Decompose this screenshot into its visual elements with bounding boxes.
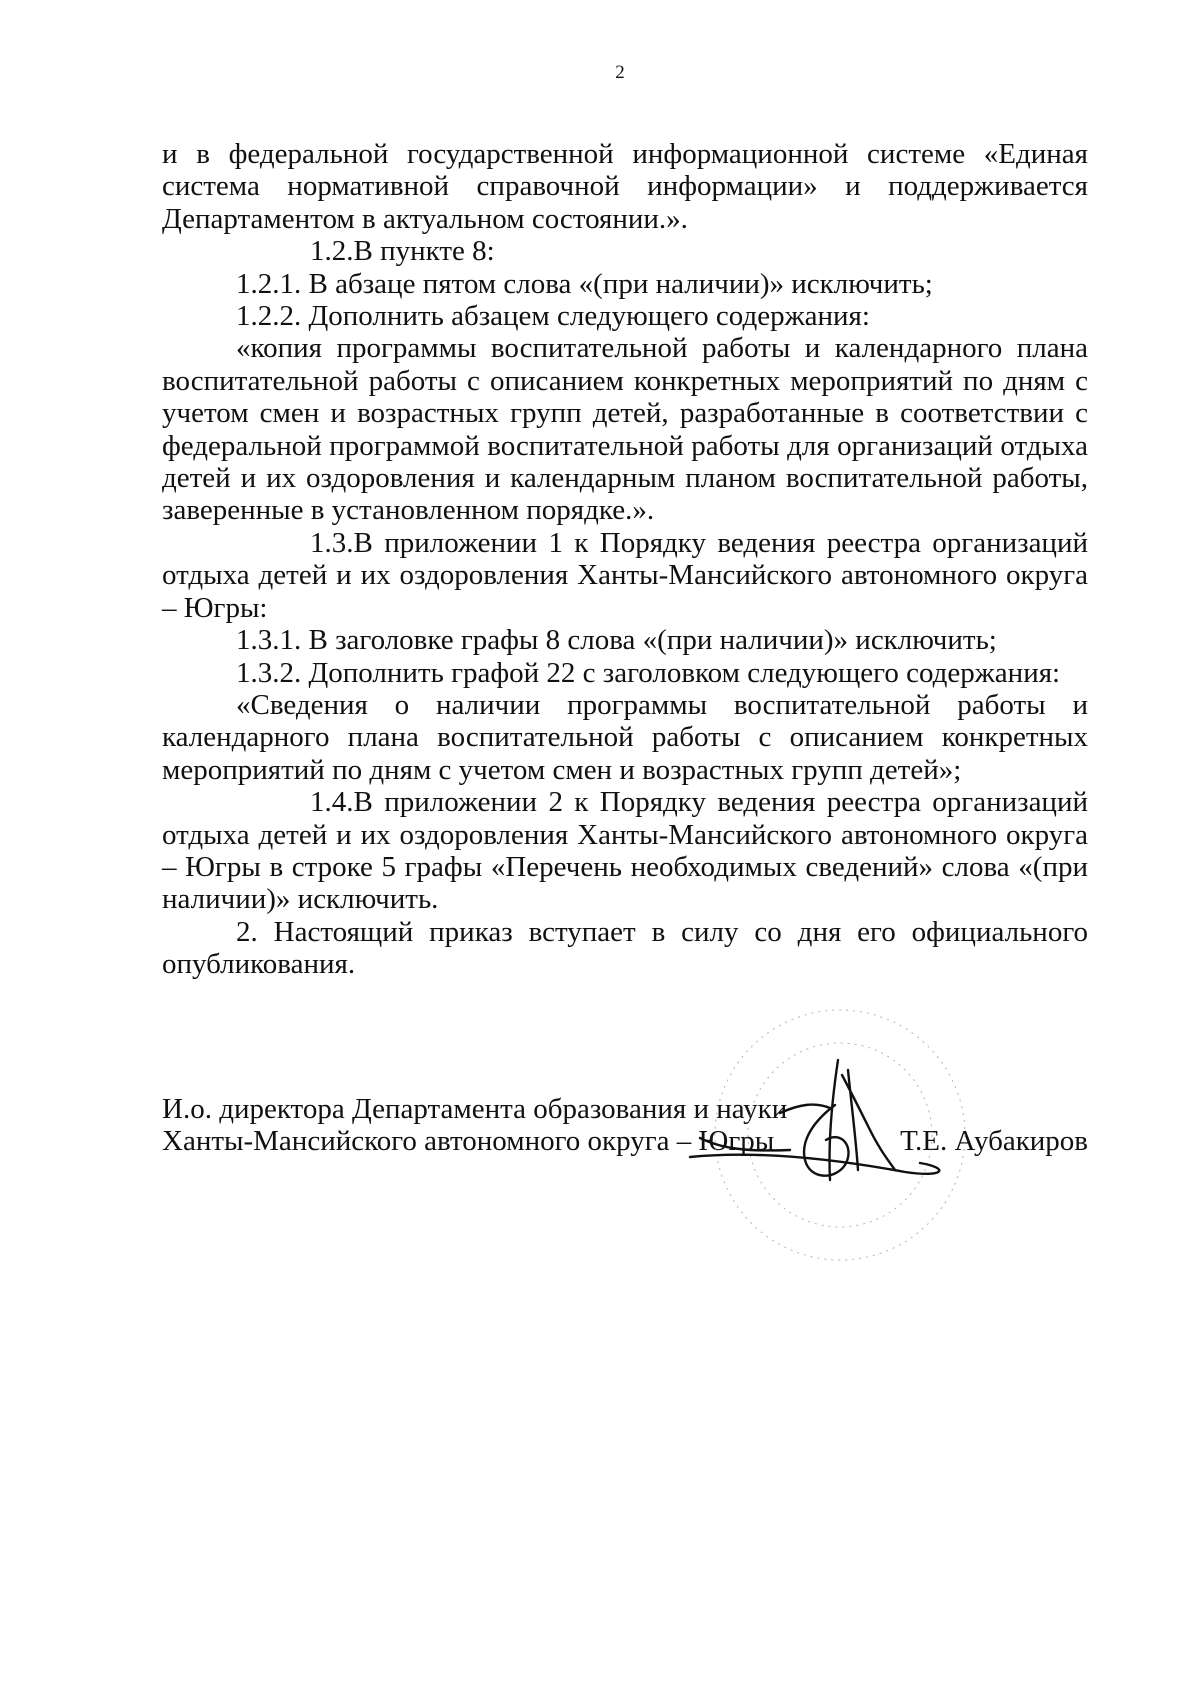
page-number: 2 bbox=[615, 62, 625, 83]
paragraph: 1.3.2. Дополнить графой 22 с заголовком следующего содержания: bbox=[236, 656, 1061, 689]
document-body bbox=[162, 138, 1088, 981]
item-text: В приложении 1 к Порядку ведения реестра организаций отдыха детей и их оздоровления Ханты-Мансийского автономного округа – Югры: bbox=[162, 526, 1088, 624]
paragraph: и в федеральной государственной информационной системе «Единая система нормативной справочной информации» и поддерживается Департаментом в актуальном состоянии.». bbox=[162, 138, 1088, 235]
signatory-title-line-2: Ханты-Мансийского автономного округа – Югры bbox=[162, 1125, 775, 1158]
signatory-name: Т.Е. Аубакиров bbox=[900, 1125, 1088, 1158]
paragraph: «копия программы воспитательной работы и календарного плана воспитательной работы с описанием конкретных мероприятий по дням с учетом смен и возрастных групп детей, разработанные в соответствии с федеральной программой воспитательной работы для организаций отдыха детей и их оздоровления и календарным планом воспитательной работы, заверенные в установленном порядке.». bbox=[162, 332, 1088, 527]
paragraph bbox=[162, 235, 1088, 267]
paragraph: 1.2.2. Дополнить абзацем следующего содержания: bbox=[236, 300, 870, 333]
item-text: В пункте 8: bbox=[353, 235, 495, 268]
paragraph: 1.3.1. В заголовке графы 8 слова «(при наличии)» исключить; bbox=[236, 624, 997, 657]
item-number: 1.3. bbox=[310, 526, 354, 559]
paragraph: 2. Настоящий приказ вступает в силу со дня его официального опубликования. bbox=[162, 915, 1088, 981]
paragraph bbox=[162, 527, 1088, 624]
paragraph: 1.2.1. В абзаце пятом слова «(при наличии)» исключить; bbox=[236, 267, 933, 300]
signature-block bbox=[162, 1093, 1088, 1158]
item-number: 1.2. bbox=[310, 235, 354, 268]
paragraph: «Сведения о наличии программы воспитательной работы и календарного плана воспитательной работы с описанием конкретных мероприятий по дням с учетом смен и возрастных групп детей»; bbox=[162, 688, 1088, 786]
item-number: 1.4. bbox=[310, 786, 354, 819]
paragraph bbox=[162, 786, 1088, 916]
item-text: В приложении 2 к Порядку ведения реестра организаций отдыха детей и их оздоровления Ханты-Мансийского автономного округа – Югры в строке 5 графы «Перечень необходимых сведений» слова «(при наличии)» исключить. bbox=[162, 786, 1088, 916]
signatory-title-line-1: И.о. директора Департамента образования и науки bbox=[162, 1093, 788, 1125]
